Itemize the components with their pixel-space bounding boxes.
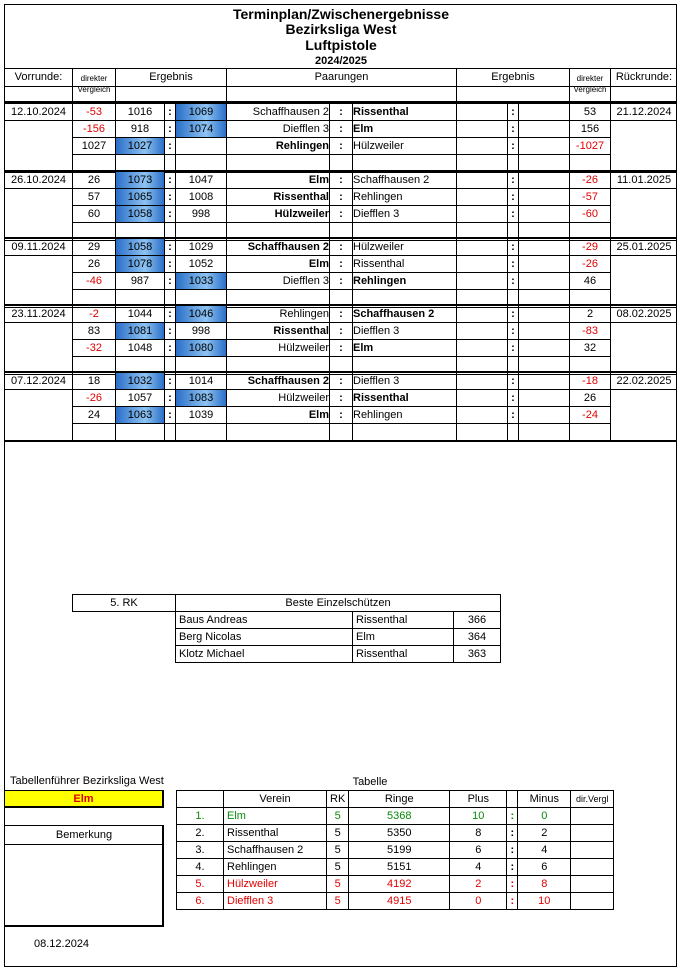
return-score-away <box>519 306 569 322</box>
row-line <box>4 322 72 323</box>
score-separator: : <box>511 208 515 220</box>
rounds-count: 5 <box>327 825 349 842</box>
return-score-away <box>519 121 569 137</box>
schedule-bottom <box>4 441 677 442</box>
return-score-away <box>519 390 569 406</box>
team-away: Rissenthal <box>353 258 405 270</box>
score-separator: : <box>168 275 172 287</box>
best-name: Baus Andreas <box>176 612 353 629</box>
return-score-home <box>457 189 507 205</box>
header-paarungen: Paarungen <box>314 71 369 83</box>
direct-comparison <box>571 859 614 876</box>
row-line <box>611 188 677 189</box>
points-separator: : <box>507 876 518 893</box>
pairing-separator: : <box>339 325 343 337</box>
return-score-home <box>457 306 507 322</box>
direct-comparison-first: 18 <box>87 375 101 387</box>
standings-row <box>177 825 614 842</box>
score-separator: : <box>511 325 515 337</box>
score-home: 1058 <box>116 239 164 255</box>
score-home: 1048 <box>127 342 153 354</box>
minus-points: 4 <box>518 842 571 859</box>
rounds-count: 5 <box>327 893 349 910</box>
standings-row <box>177 842 614 859</box>
direct-comparison-return: 156 <box>580 123 600 135</box>
col-plus: Plus <box>450 791 507 808</box>
return-score-away <box>519 206 569 222</box>
row-line <box>73 356 610 357</box>
rank-position: 1. <box>177 808 224 825</box>
score-separator: : <box>511 140 515 152</box>
col-minus: Minus <box>518 791 571 808</box>
direct-comparison-first: -32 <box>86 342 102 354</box>
col-ringe: Ringe <box>349 791 450 808</box>
rank-position: 5. <box>177 876 224 893</box>
score-home: 1058 <box>116 206 164 222</box>
club-name: Schaffhausen 2 <box>224 842 327 859</box>
score-home: 1063 <box>116 407 164 423</box>
direct-comparison-first: 26 <box>87 258 101 270</box>
return-score-home <box>457 138 507 154</box>
return-score-away <box>519 104 569 120</box>
total-rings: 4915 <box>349 893 450 910</box>
minus-points: 0 <box>518 808 571 825</box>
rounds-count: 5 <box>327 876 349 893</box>
points-separator: : <box>507 842 518 859</box>
best-score: 366 <box>454 612 501 629</box>
score-away: 998 <box>191 208 211 220</box>
standings-row <box>177 859 614 876</box>
direct-comparison-return: -26 <box>582 258 598 270</box>
team-away: Schaffhausen 2 <box>353 174 430 186</box>
direct-comparison-return: -29 <box>582 241 598 253</box>
grid-line <box>72 68 73 101</box>
return-score-away <box>519 256 569 272</box>
total-rings: 5368 <box>349 808 450 825</box>
plus-points: 0 <box>450 893 507 910</box>
match-date-return: 22.02.2025 <box>616 375 672 387</box>
row-line <box>611 120 677 121</box>
direct-comparison-first: 1027 <box>81 140 107 152</box>
team-away: Rissenthal <box>353 106 409 118</box>
score-away: 1014 <box>188 375 214 387</box>
return-score-home <box>457 390 507 406</box>
best-club: Elm <box>353 629 454 646</box>
score-separator: : <box>511 106 515 118</box>
score-home: 1078 <box>116 256 164 272</box>
team-home: Schaffhausen 2 <box>252 106 329 118</box>
plus-points: 2 <box>450 876 507 893</box>
col-dirvergl: dir.Vergl <box>571 791 614 808</box>
header-vergleich-left: Vergleich <box>77 85 111 94</box>
club-name: Rissenthal <box>224 825 327 842</box>
club-name: Diefflen 3 <box>224 893 327 910</box>
total-rings: 5199 <box>349 842 450 859</box>
return-score-home <box>457 323 507 339</box>
team-away: Elm <box>353 123 374 135</box>
club-name: Rehlingen <box>224 859 327 876</box>
score-away: 1039 <box>188 409 214 421</box>
direct-comparison <box>571 893 614 910</box>
minus-points: 6 <box>518 859 571 876</box>
team-home: Diefflen 3 <box>282 123 329 135</box>
score-separator: : <box>511 375 515 387</box>
return-score-home <box>457 104 507 120</box>
header-vergleich-right: Vergleich <box>573 85 607 94</box>
team-away: Rehlingen <box>353 191 403 203</box>
return-score-away <box>519 239 569 255</box>
pairing-separator: : <box>339 174 343 186</box>
plus-points: 6 <box>450 842 507 859</box>
score-home: 987 <box>130 275 150 287</box>
plus-points: 8 <box>450 825 507 842</box>
score-separator: : <box>511 409 515 421</box>
return-score-away <box>519 189 569 205</box>
match-date-first: 26.10.2024 <box>10 174 67 186</box>
score-away: 1047 <box>188 174 214 186</box>
return-score-away <box>519 273 569 289</box>
score-separator: : <box>168 140 172 152</box>
team-home: Elm <box>308 258 329 270</box>
score-away: 1074 <box>176 121 226 137</box>
team-away: Diefflen 3 <box>353 208 400 220</box>
rounds-count: 5 <box>327 842 349 859</box>
return-score-home <box>457 373 507 389</box>
row-line <box>73 154 610 155</box>
team-away: Diefflen 3 <box>353 375 400 387</box>
title-league: Bezirksliga West <box>285 21 397 37</box>
rounds-count: 5 <box>327 859 349 876</box>
row-line <box>4 120 72 121</box>
direct-comparison-first: 60 <box>87 208 101 220</box>
score-separator: : <box>511 275 515 287</box>
score-separator: : <box>168 174 172 186</box>
row-line <box>73 423 610 424</box>
team-away: Hülzweiler <box>353 241 404 253</box>
return-score-home <box>457 340 507 356</box>
team-away: Elm <box>353 342 374 354</box>
rounds-count: 5 <box>327 808 349 825</box>
match-date-return: 21.12.2024 <box>616 106 672 118</box>
grid-line <box>569 68 570 101</box>
direct-comparison-return: -18 <box>582 375 598 387</box>
direct-comparison-return: -1027 <box>575 140 605 152</box>
direct-comparison-first: -46 <box>86 275 102 287</box>
club-name: Hülzweiler <box>224 876 327 893</box>
team-home: Rehlingen <box>275 140 329 152</box>
minus-points: 8 <box>518 876 571 893</box>
score-separator: : <box>168 325 172 337</box>
pairing-separator: : <box>339 342 343 354</box>
leader-team: Elm <box>4 790 164 808</box>
team-home: Diefflen 3 <box>282 275 329 287</box>
score-home: 1081 <box>116 323 164 339</box>
standings-row <box>177 876 614 893</box>
header-rueckrunde: Rückrunde: <box>615 71 673 83</box>
points-separator: : <box>507 859 518 876</box>
score-home: 1073 <box>116 172 164 188</box>
score-away: 1052 <box>188 258 214 270</box>
match-date-return: 08.02.2025 <box>616 308 672 320</box>
row-line <box>4 255 72 256</box>
return-score-away <box>519 407 569 423</box>
best-name: Berg Nicolas <box>176 629 353 646</box>
grid-line <box>226 68 227 101</box>
team-away: Schaffhausen 2 <box>353 308 435 320</box>
match-date-return: 25.01.2025 <box>616 241 672 253</box>
score-home: 1065 <box>116 189 164 205</box>
score-separator: : <box>168 241 172 253</box>
direct-comparison-first: 57 <box>87 191 101 203</box>
header-direkter-left: direkter <box>80 74 108 83</box>
title-main: Terminplan/Zwischenergebnisse <box>232 6 450 22</box>
minus-points: 2 <box>518 825 571 842</box>
direct-comparison-first: 26 <box>87 174 101 186</box>
score-separator: : <box>511 191 515 203</box>
row-line <box>4 389 72 390</box>
total-rings: 4192 <box>349 876 450 893</box>
points-separator: : <box>507 825 518 842</box>
plus-points: 4 <box>450 859 507 876</box>
score-separator: : <box>168 123 172 135</box>
return-score-home <box>457 172 507 188</box>
title-discipline: Luftpistole <box>305 37 377 53</box>
team-home: Hülzweiler <box>278 392 329 404</box>
pairing-separator: : <box>339 275 343 287</box>
direct-comparison-return: 26 <box>583 392 597 404</box>
score-separator: : <box>168 392 172 404</box>
header-direkter-right: direkter <box>576 74 604 83</box>
score-away: 1029 <box>188 241 214 253</box>
best-shooters-table <box>72 594 501 663</box>
club-name: Elm <box>224 808 327 825</box>
score-separator: : <box>168 191 172 203</box>
return-score-home <box>457 239 507 255</box>
row-line <box>611 255 677 256</box>
team-away: Rehlingen <box>353 409 403 421</box>
row-line <box>73 222 610 223</box>
direct-comparison-return: -26 <box>582 174 598 186</box>
plus-points: 10 <box>450 808 507 825</box>
score-away: 1008 <box>188 191 214 203</box>
minus-points: 10 <box>518 893 571 910</box>
standings-table <box>176 790 614 910</box>
row-line <box>4 188 72 189</box>
rank-position: 4. <box>177 859 224 876</box>
team-home: Schaffhausen 2 <box>247 241 329 253</box>
score-separator: : <box>168 258 172 270</box>
total-rings: 5350 <box>349 825 450 842</box>
score-separator: : <box>511 342 515 354</box>
return-score-home <box>457 121 507 137</box>
pairing-separator: : <box>339 375 343 387</box>
return-score-home <box>457 206 507 222</box>
team-home: Rehlingen <box>279 308 329 320</box>
team-home: Hülzweiler <box>274 208 329 220</box>
score-home: 1016 <box>127 106 153 118</box>
match-date-first: 23.11.2024 <box>11 308 66 320</box>
best-title: Beste Einzelschützen <box>176 595 501 612</box>
score-home: 918 <box>130 123 150 135</box>
score-separator: : <box>168 375 172 387</box>
standings-row <box>177 808 614 825</box>
score-separator: : <box>168 308 172 320</box>
team-away: Hülzweiler <box>353 140 404 152</box>
best-club: Rissenthal <box>353 646 454 663</box>
return-score-home <box>457 407 507 423</box>
pairing-separator: : <box>339 241 343 253</box>
score-away: 1033 <box>176 273 226 289</box>
col-verein: Verein <box>224 791 327 808</box>
pairing-separator: : <box>339 258 343 270</box>
direct-comparison-first: 83 <box>87 325 101 337</box>
points-separator: : <box>507 808 518 825</box>
score-separator: : <box>511 258 515 270</box>
score-away <box>176 138 226 154</box>
match-date-first: 07.12.2024 <box>10 375 67 387</box>
direct-comparison-first: -53 <box>86 106 102 118</box>
row-line <box>611 389 677 390</box>
direct-comparison-first: -156 <box>82 123 106 135</box>
total-rings: 5151 <box>349 859 450 876</box>
score-separator: : <box>168 342 172 354</box>
score-separator: : <box>168 208 172 220</box>
pairing-separator: : <box>339 308 343 320</box>
table-caption: Tabelle <box>352 776 388 788</box>
team-home: Rissenthal <box>273 191 329 203</box>
direct-comparison-return: -24 <box>582 409 598 421</box>
header-vorrunde: Vorrunde: <box>14 71 63 83</box>
direct-comparison-first: 29 <box>87 241 101 253</box>
return-score-away <box>519 323 569 339</box>
header-ergebnis-left: Ergebnis <box>149 71 193 83</box>
best-rk-label: 5. RK <box>73 595 176 612</box>
direct-comparison-return: 2 <box>586 308 594 320</box>
pairing-separator: : <box>339 191 343 203</box>
team-home: Elm <box>308 174 329 186</box>
score-separator: : <box>511 392 515 404</box>
return-score-home <box>457 273 507 289</box>
match-date-first: 09.11.2024 <box>11 241 66 253</box>
direct-comparison <box>571 876 614 893</box>
score-separator: : <box>168 106 172 118</box>
pairing-separator: : <box>339 208 343 220</box>
score-home: 1057 <box>127 392 153 404</box>
team-away: Diefflen 3 <box>353 325 400 337</box>
pairing-separator: : <box>339 392 343 404</box>
score-away: 1046 <box>176 306 226 322</box>
score-away: 1080 <box>176 340 226 356</box>
rank-position: 6. <box>177 893 224 910</box>
return-score-away <box>519 172 569 188</box>
pairing-separator: : <box>339 140 343 152</box>
score-separator: : <box>168 409 172 421</box>
direct-comparison <box>571 808 614 825</box>
team-home: Schaffhausen 2 <box>247 375 329 387</box>
footer-date: 08.12.2024 <box>34 938 90 950</box>
pairing-separator: : <box>339 106 343 118</box>
score-separator: : <box>511 308 515 320</box>
grid-line <box>610 68 611 101</box>
score-away: 1069 <box>176 104 226 120</box>
direct-comparison-first: -26 <box>86 392 102 404</box>
best-name: Klotz Michael <box>176 646 353 663</box>
grid-line <box>456 68 457 101</box>
rank-position: 3. <box>177 842 224 859</box>
best-score: 364 <box>454 629 501 646</box>
match-date-first: 12.10.2024 <box>10 106 67 118</box>
direct-comparison-return: 53 <box>583 106 597 118</box>
direct-comparison-return: -83 <box>582 325 598 337</box>
score-separator: : <box>511 241 515 253</box>
score-home: 1044 <box>127 308 153 320</box>
pairing-separator: : <box>339 409 343 421</box>
best-club: Rissenthal <box>353 612 454 629</box>
score-home: 1032 <box>116 373 164 389</box>
direct-comparison-first: -2 <box>89 308 99 320</box>
leader-label: Tabellenführer Bezirksliga West <box>10 775 164 787</box>
direct-comparison <box>571 842 614 859</box>
direct-comparison-return: -60 <box>582 208 598 220</box>
rank-position: 2. <box>177 825 224 842</box>
return-score-home <box>457 256 507 272</box>
remark-box <box>4 825 164 927</box>
score-separator: : <box>511 123 515 135</box>
score-away: 998 <box>191 325 211 337</box>
direct-comparison-return: 46 <box>583 275 597 287</box>
direct-comparison-return: 32 <box>583 342 597 354</box>
title-season: 2024/2025 <box>315 55 367 67</box>
match-date-return: 11.01.2025 <box>616 174 672 186</box>
score-separator: : <box>511 174 515 186</box>
return-score-away <box>519 340 569 356</box>
header-ergebnis-right: Ergebnis <box>491 71 535 83</box>
standings-row <box>177 893 614 910</box>
score-away: 1083 <box>176 390 226 406</box>
team-home: Elm <box>308 409 329 421</box>
team-away: Rehlingen <box>353 275 407 287</box>
best-score: 363 <box>454 646 501 663</box>
return-score-away <box>519 138 569 154</box>
team-away: Rissenthal <box>353 392 409 404</box>
direct-comparison <box>571 825 614 842</box>
points-separator: : <box>507 893 518 910</box>
team-home: Rissenthal <box>273 325 329 337</box>
row-line <box>611 322 677 323</box>
pairing-separator: : <box>339 123 343 135</box>
team-home: Hülzweiler <box>278 342 329 354</box>
direct-comparison-first: 24 <box>87 409 101 421</box>
grid-line <box>115 68 116 101</box>
col-rk: RK <box>327 791 349 808</box>
score-home: 1027 <box>116 138 164 154</box>
return-score-away <box>519 373 569 389</box>
direct-comparison-return: -57 <box>582 191 598 203</box>
row-line <box>73 289 610 290</box>
remark-label: Bemerkung <box>5 827 163 845</box>
